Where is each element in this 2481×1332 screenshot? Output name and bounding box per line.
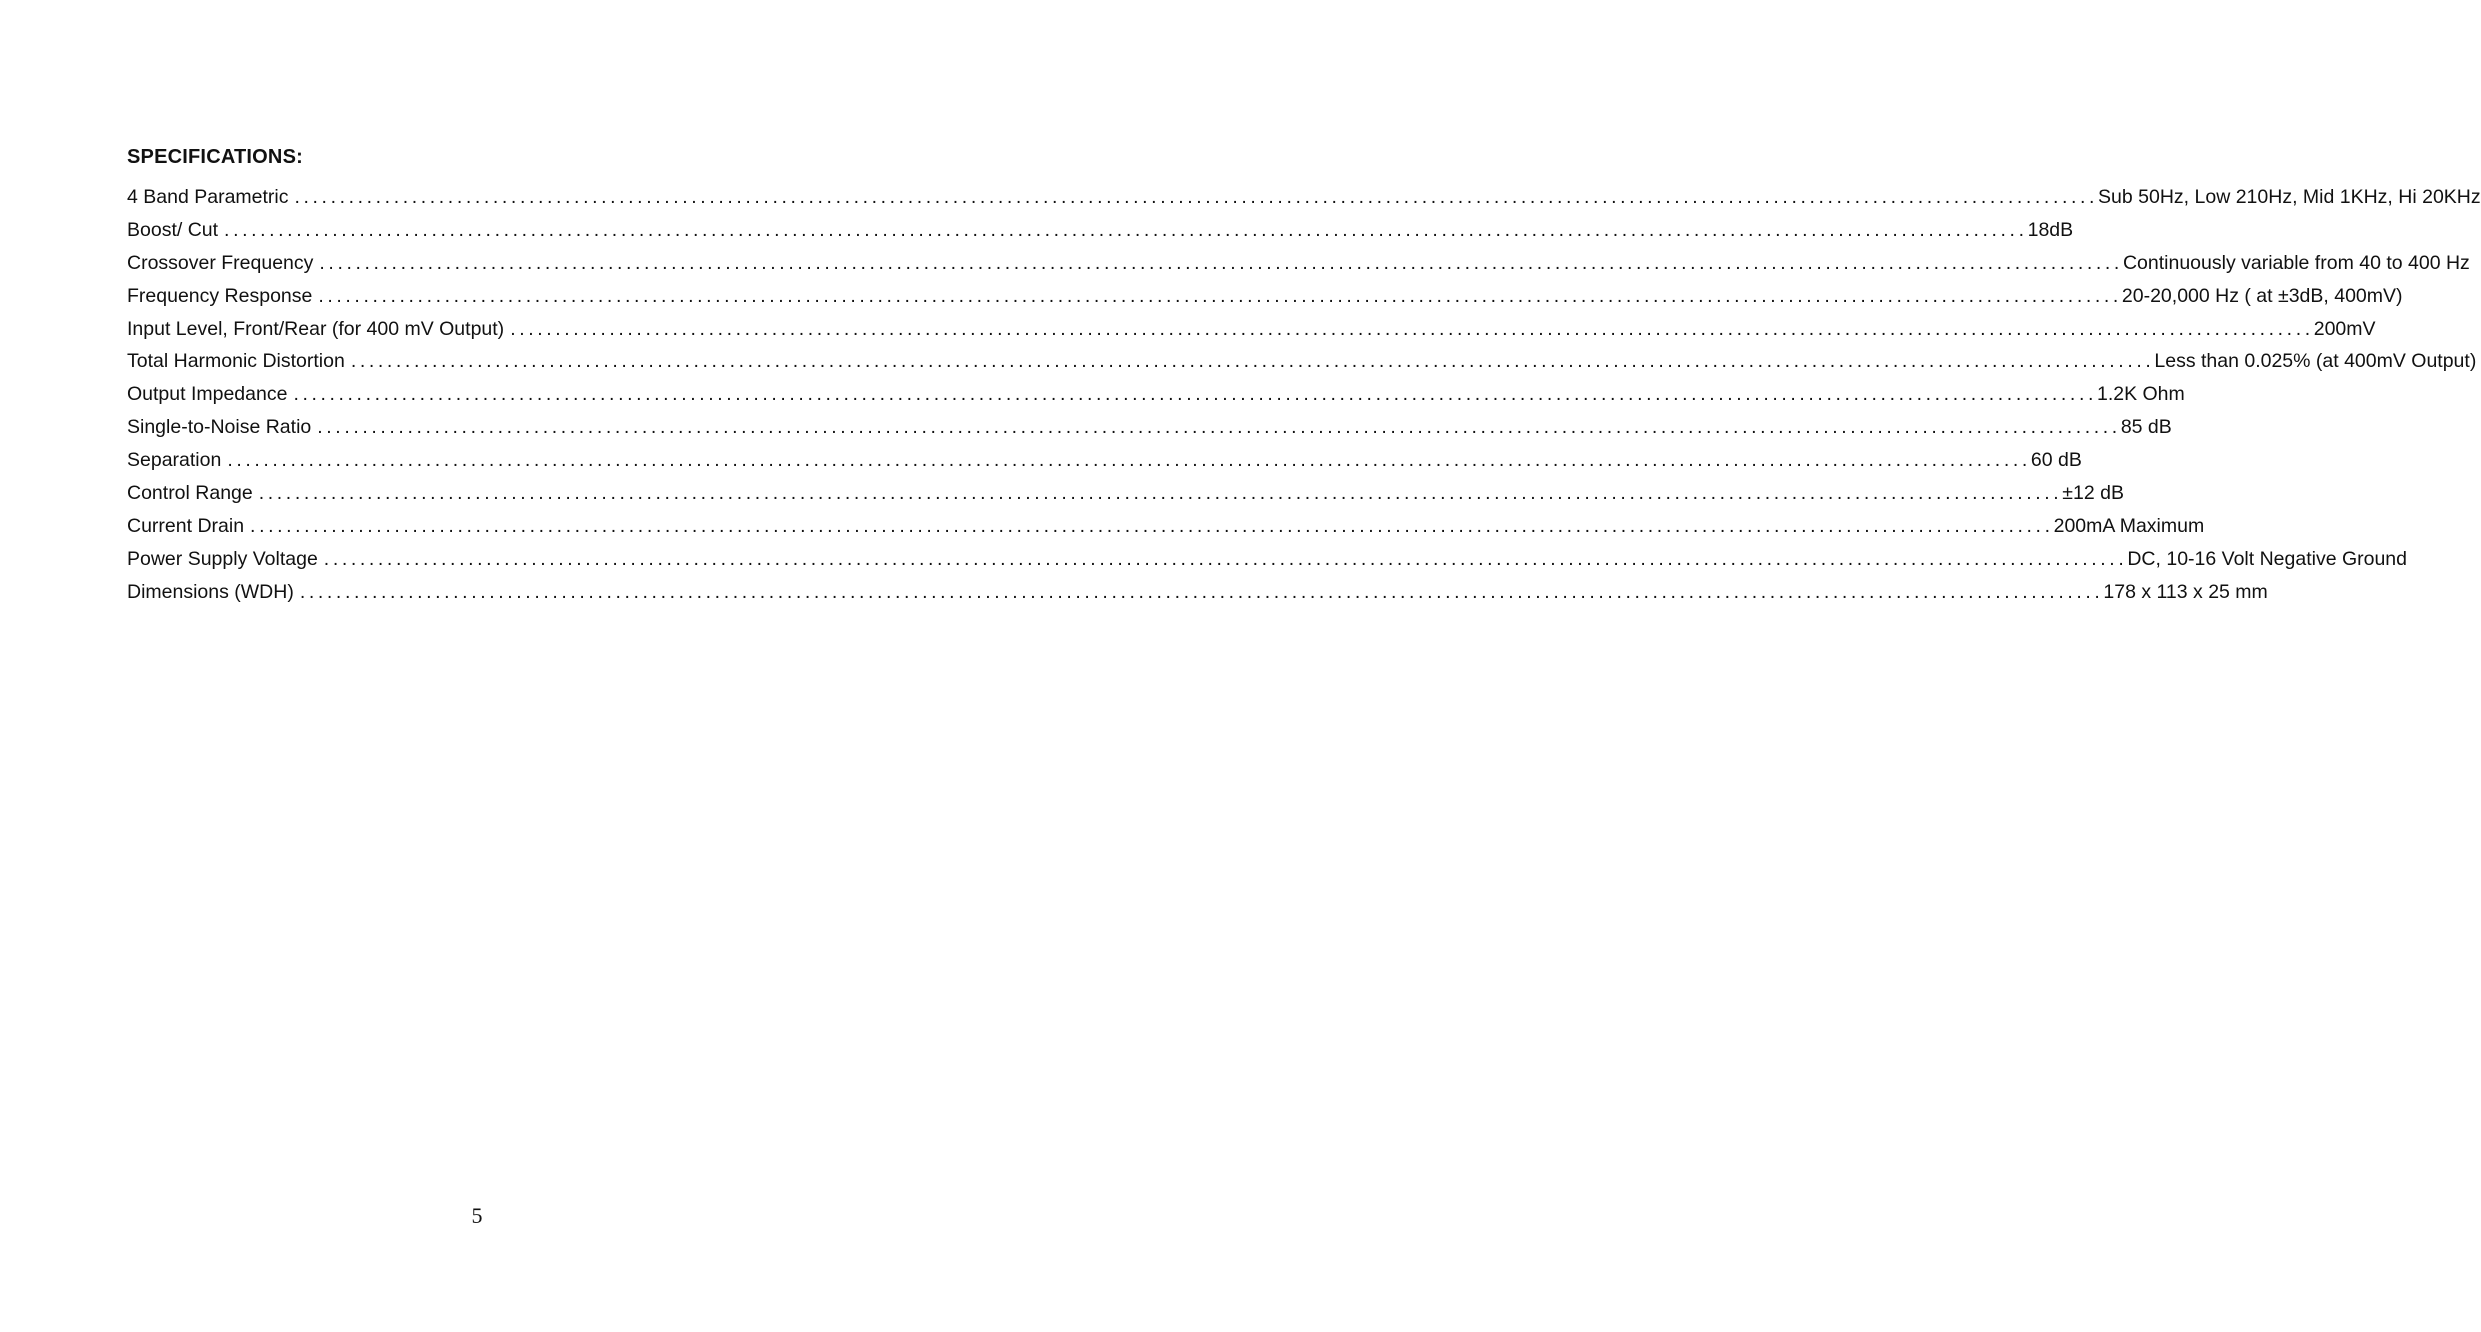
dot-leader: ........................................................................................................................................................................................................ bbox=[250, 514, 2054, 537]
spec-label: Control Range bbox=[127, 482, 253, 505]
spec-label: 4 Band Parametric bbox=[127, 186, 289, 208]
spec-row bbox=[127, 547, 2407, 581]
spec-row bbox=[127, 416, 2172, 449]
spec-row bbox=[127, 514, 2205, 548]
spec-row bbox=[127, 580, 2268, 614]
spec-label: Dimensions (WDH) bbox=[127, 580, 294, 603]
spec-label: Crossover Frequency bbox=[127, 251, 314, 274]
spec-label: Power Supply Voltage bbox=[127, 547, 318, 570]
spec-row bbox=[127, 350, 2477, 383]
spec-label: Total Harmonic Distortion bbox=[127, 350, 345, 373]
specifications-heading: SPECIFICATIONS: bbox=[127, 146, 303, 168]
spec-list bbox=[127, 186, 2481, 614]
spec-row bbox=[127, 218, 2074, 252]
spec-row bbox=[127, 284, 2403, 318]
dot-leader: ........................................................................................................................................................................................................ bbox=[318, 284, 2122, 307]
spec-label: Input Level, Front/Rear (for 400 mV Output) bbox=[127, 317, 505, 340]
spec-label: Output Impedance bbox=[127, 383, 288, 406]
dot-leader: ........................................................................................................................................................................................................ bbox=[258, 482, 2063, 505]
dot-leader: ........................................................................................................................................................................................................ bbox=[227, 449, 2031, 472]
spec-row bbox=[127, 449, 2082, 482]
dot-leader: ........................................................................................................................................................................................................ bbox=[317, 416, 2121, 439]
spec-value: 1.2K Ohm bbox=[2096, 383, 2185, 406]
spec-label: Current Drain bbox=[127, 514, 245, 537]
spec-row bbox=[127, 186, 2481, 219]
spec-label: Frequency Response bbox=[127, 284, 313, 307]
spec-row bbox=[127, 482, 2124, 515]
spec-label: Single-to-Noise Ratio bbox=[127, 416, 312, 439]
spec-label: Separation bbox=[127, 449, 222, 472]
spec-value: 18dB bbox=[2027, 218, 2074, 241]
spec-value: Sub 50Hz, Low 210Hz, Mid 1KHz, Hi 20KHz bbox=[2098, 186, 2481, 208]
spec-value: DC, 10-16 Volt Negative Ground bbox=[2127, 547, 2407, 570]
dot-leader: ........................................................................................................................................................................................................ bbox=[510, 317, 2314, 340]
spec-value: 20-20,000 Hz ( at ±3dB, 400mV) bbox=[2121, 284, 2403, 307]
dot-leader: ........................................................................................................................................................................................................ bbox=[350, 350, 2155, 373]
page-number: 5 bbox=[471, 1203, 483, 1228]
dot-leader: ........................................................................................................................................................................................................ bbox=[299, 580, 2104, 603]
spec-value: Continuously variable from 40 to 400 Hz bbox=[2122, 251, 2470, 274]
dot-leader: ........................................................................................................................................................................................................ bbox=[224, 218, 2028, 241]
spec-value: ±12 dB bbox=[2062, 482, 2124, 505]
dot-leader: ........................................................................................................................................................................................................ bbox=[293, 383, 2097, 406]
spec-row bbox=[127, 251, 2470, 285]
spec-value: 200mV bbox=[2313, 317, 2376, 340]
spec-value: 178 x 113 x 25 mm bbox=[2103, 580, 2268, 603]
spec-value: 200mA Maximum bbox=[2053, 514, 2205, 537]
spec-value: 60 dB bbox=[2030, 449, 2082, 472]
spec-row bbox=[127, 317, 2376, 351]
dot-leader: ........................................................................................................................................................................................................ bbox=[319, 251, 2123, 274]
spec-value: Less than 0.025% (at 400mV Output) bbox=[2154, 350, 2477, 373]
spec-row bbox=[127, 383, 2185, 416]
dot-leader: ........................................................................................................................................................................................................ bbox=[323, 547, 2128, 570]
dot-leader: ........................................................................................................................................................................................................ bbox=[294, 186, 2099, 208]
spec-label: Boost/ Cut bbox=[127, 218, 219, 241]
spec-value: 85 dB bbox=[2120, 416, 2172, 439]
